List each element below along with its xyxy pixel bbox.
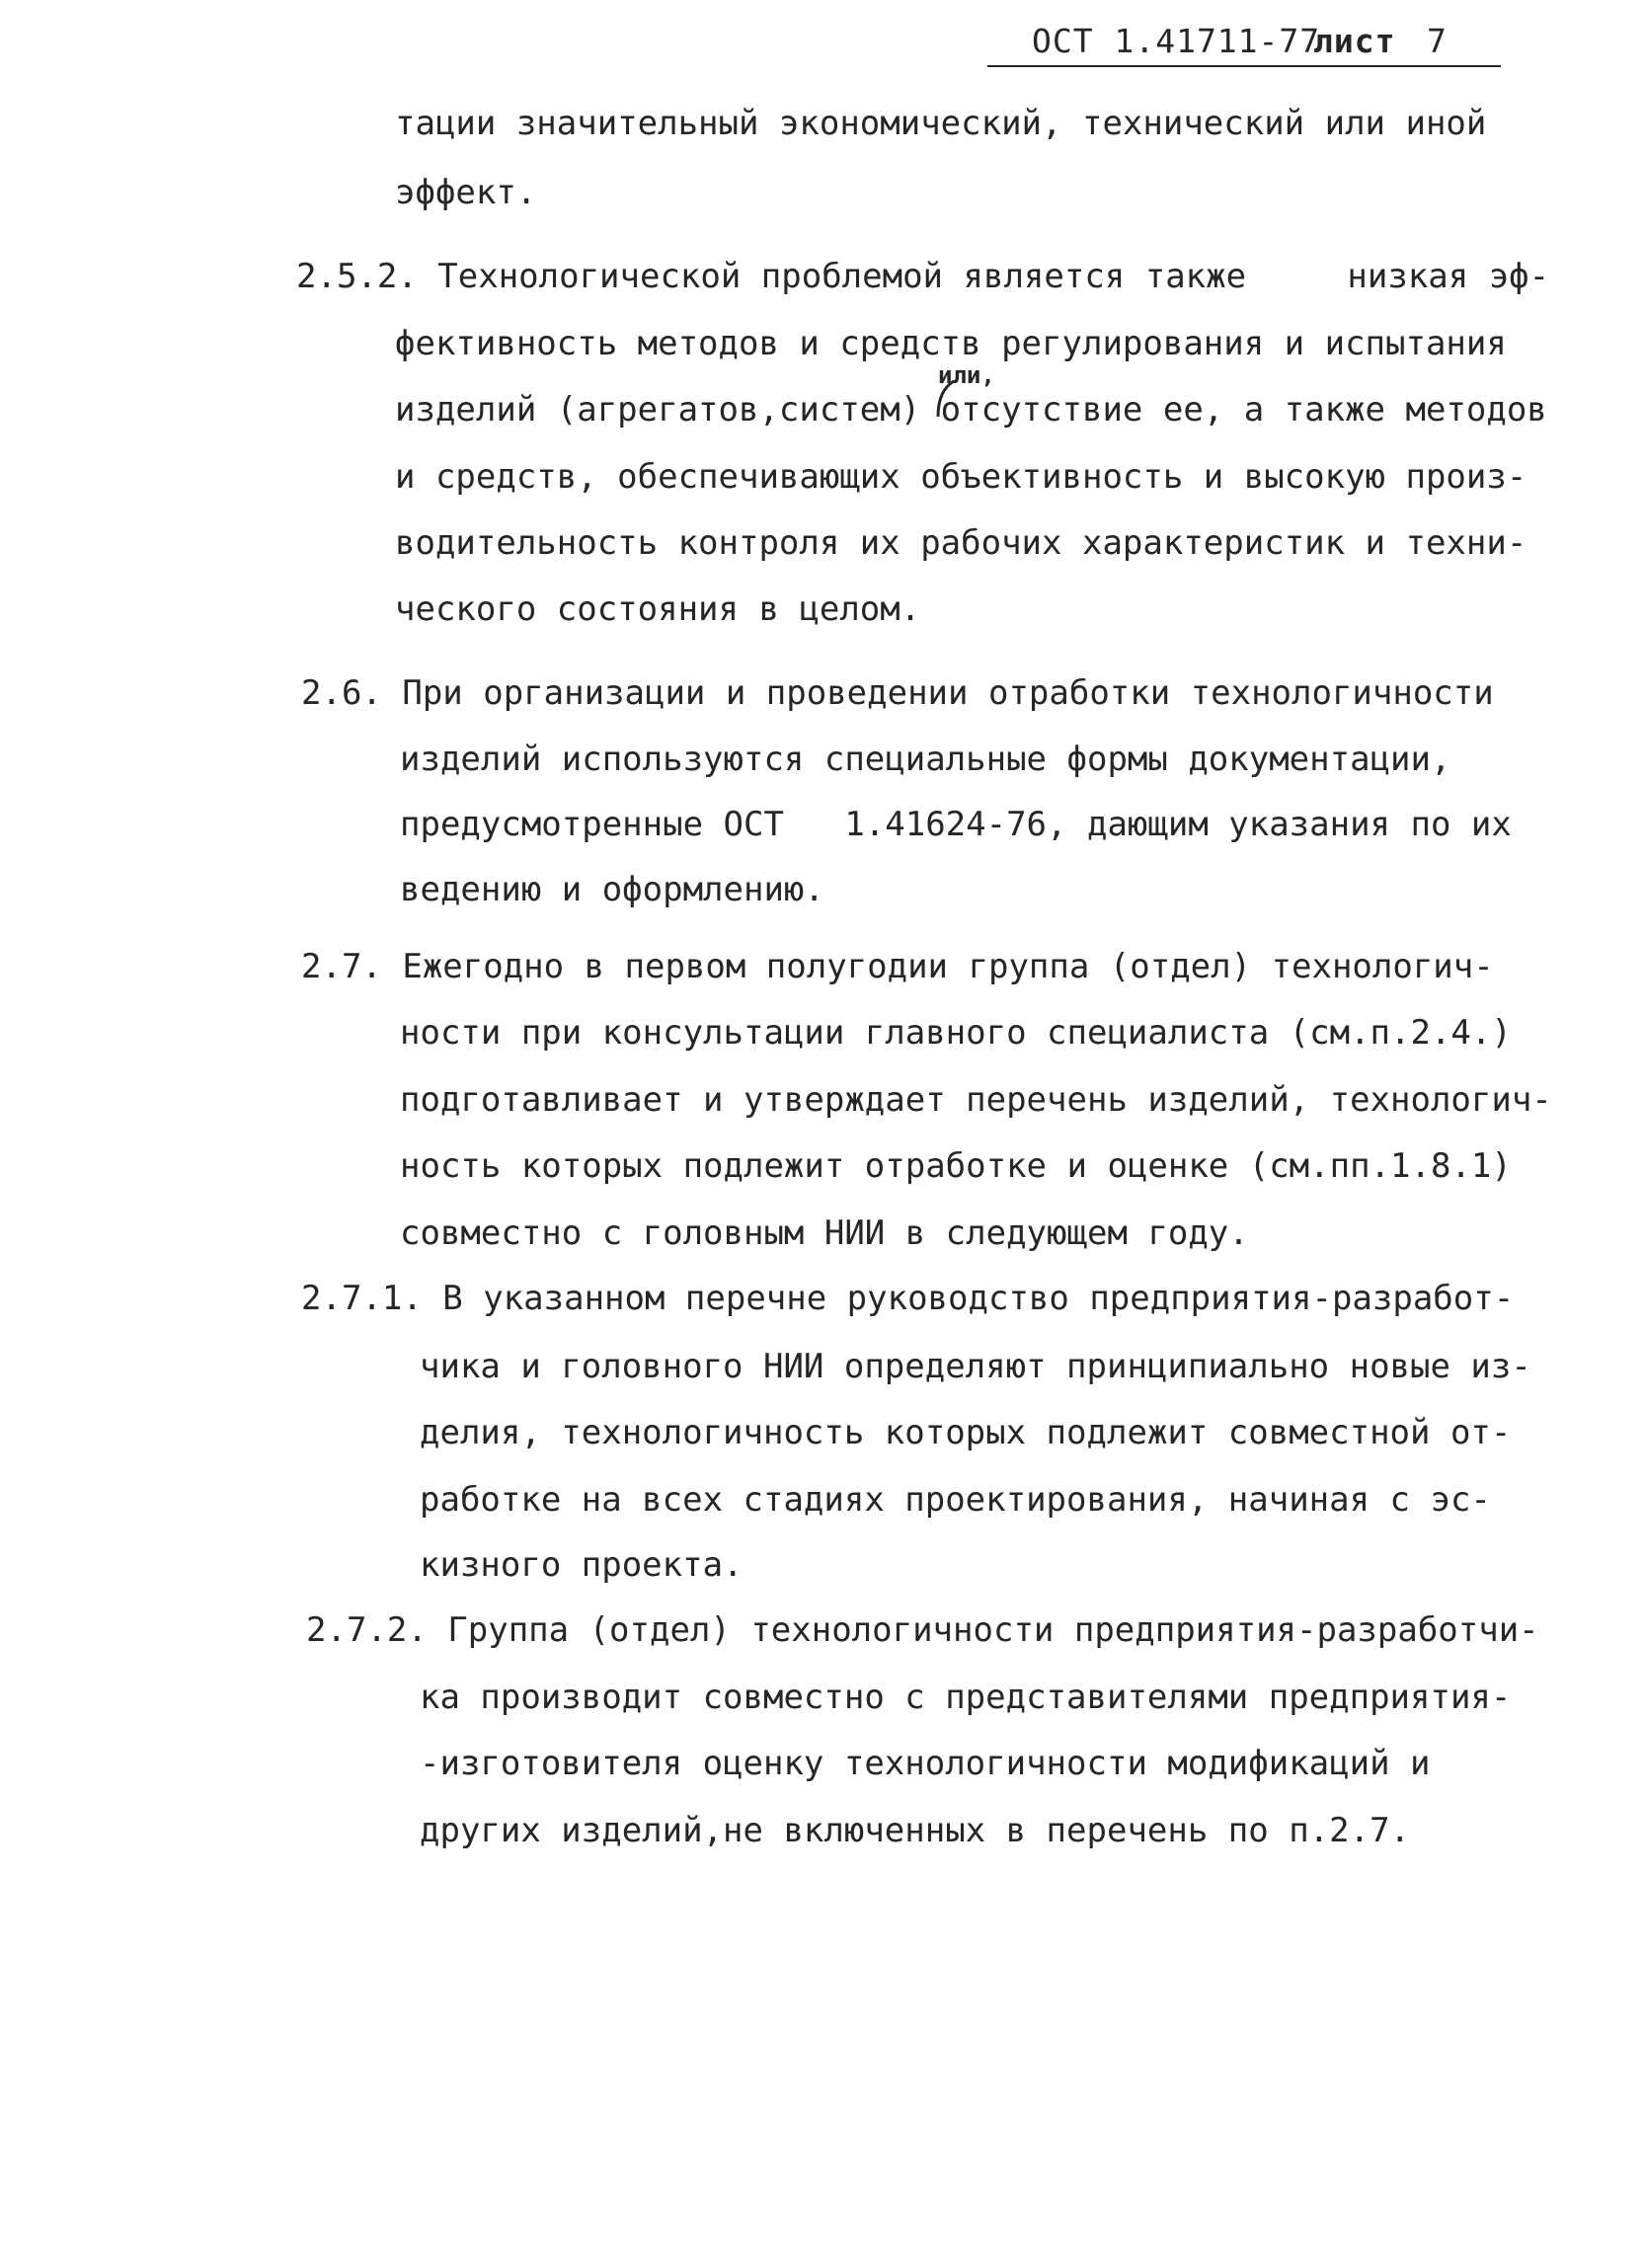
text-line: кизного проекта. bbox=[420, 1545, 744, 1585]
text-line: фективность методов и средств регулирования и испытания bbox=[395, 324, 1507, 363]
text-line: тации значительный экономический, технический или иной bbox=[395, 104, 1487, 143]
text-line: других изделий,не включенных в перечень по п.2.7. bbox=[420, 1811, 1411, 1850]
text-line: подготавливает и утверждает перечень изделий, технологич- bbox=[400, 1080, 1552, 1120]
text-line: работке на всех стадиях проектирования, начиная с эс- bbox=[420, 1480, 1491, 1520]
text-line: водительность контроля их рабочих характеристик и техни- bbox=[395, 523, 1527, 563]
text-line: и средств, обеспечивающих объективность и высокую произ- bbox=[395, 457, 1527, 497]
text-line: ческого состояния в целом. bbox=[395, 589, 921, 629]
text-line: ность которых подлежит отработке и оценке (см.пп.1.8.1) bbox=[400, 1146, 1512, 1186]
text-line: совместно с головным НИИ в следующем году. bbox=[400, 1213, 1249, 1253]
document-code: ОСТ 1.41711-77 bbox=[1032, 22, 1321, 60]
text-line: изделий используются специальные формы документации, bbox=[400, 740, 1451, 779]
text-line: предусмотренные ОСТ 1.41624-76, дающим указания по их bbox=[400, 805, 1512, 844]
paragraph-2-7-line: 2.7. Ежегодно в первом полугодии группа (отдел) технологич- bbox=[301, 947, 1494, 986]
page-header bbox=[987, 22, 1501, 69]
text-line: -изготовителя оценку технологичности модификаций и bbox=[420, 1744, 1431, 1783]
header-underline bbox=[987, 65, 1501, 67]
paragraph-2-5-2-line: 2.5.2. Технологической проблемой является также низкая эф- bbox=[296, 257, 1550, 296]
paragraph-2-6-line: 2.6. При организации и проведении отработки технологичности bbox=[301, 673, 1494, 713]
paragraph-2-7-1-line: 2.7.1. В указанном перечне руководство предприятия-разработ- bbox=[301, 1279, 1515, 1318]
text-line: ка производит совместно с представителями предприятия- bbox=[420, 1678, 1512, 1717]
text-line: эффект. bbox=[395, 173, 537, 212]
sheet-number: 7 bbox=[1427, 22, 1448, 60]
sheet-label: лист bbox=[1313, 22, 1396, 60]
text-line: изделий (агрегатов,систем) отсутствие ее, а также методов bbox=[395, 390, 1547, 430]
handwritten-insertion: или, bbox=[938, 361, 995, 389]
text-line: ведению и оформлению. bbox=[400, 870, 824, 909]
paragraph-2-7-2-line: 2.7.2. Группа (отдел) технологичности предприятия-разработчи- bbox=[306, 1610, 1539, 1650]
text-line: делия, технологичность которых подлежит совместной от- bbox=[420, 1413, 1512, 1452]
text-line: чика и головного НИИ определяют принципиально новые из- bbox=[420, 1347, 1531, 1386]
text-line: ности при консультации главного специалиста (см.п.2.4.) bbox=[400, 1013, 1512, 1053]
